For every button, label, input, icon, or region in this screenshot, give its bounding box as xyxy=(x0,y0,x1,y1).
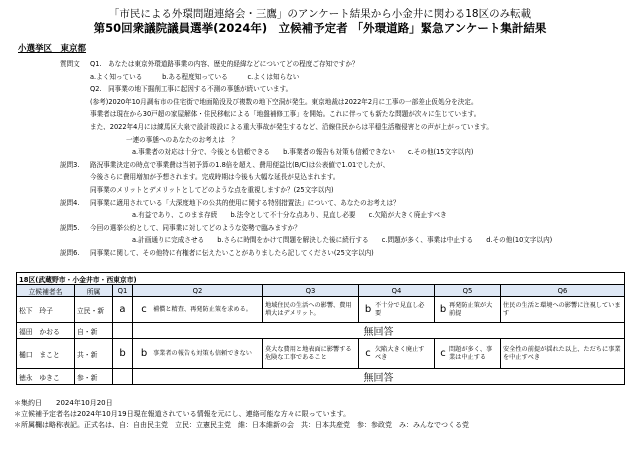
question-line: 同事業に適用されている「大深度地下の公共的使用に関する特別措置法」について、あなたのお考えは？ xyxy=(90,198,400,207)
answer-q4-letter: c xyxy=(365,347,371,359)
question-label: 質問文 xyxy=(60,60,80,68)
header-q1: Q1 xyxy=(113,285,133,297)
candidate-party: 参・新 xyxy=(75,369,113,385)
footer-note: ＊立候補予定者名は2024年10月19日現在報道されている情報を元にし、連絡可能な方々に限っています。 xyxy=(14,410,351,418)
question-line: Q2. 同事業の地下掘削工事に起因する不測の事態が続いています。 xyxy=(90,85,293,94)
header-q5: Q5 xyxy=(435,285,501,297)
answer-q1: a xyxy=(113,297,133,323)
question-line: 同事業に関して、その他特に有権者に伝えたいことがありましたら記してください(25文字以内) xyxy=(90,249,374,257)
candidate-party: 自・新 xyxy=(75,323,113,339)
question-line: (参考)2020年10月調布市の住宅街で地面陥没及び複数の地下空洞が発生。東京地裁は2022年2月に工事の一部差止仮処分を決定。 xyxy=(90,97,478,106)
question-label: 説問3. xyxy=(60,160,80,169)
no-answer: 無回答 xyxy=(133,323,625,339)
header-party: 所属 xyxy=(75,285,113,297)
answer-q5-letter: b xyxy=(439,303,447,315)
question-label: 説問4. xyxy=(60,198,80,207)
district-label: 小選挙区 東京都 xyxy=(18,44,87,54)
candidate-party: 共・新 xyxy=(75,339,113,369)
answer-q6: 住民の生活と環境への影響に注視しています xyxy=(501,297,625,323)
table-row xyxy=(17,297,625,323)
question-line: a.有益であり、このまま存続 b.法令として不十分な点あり、見直し必要 c.欠陥が大きく廃止すべき xyxy=(132,211,447,220)
candidate-name: 福田 かおる xyxy=(17,323,75,339)
answer-q2: 事業者の報告も対策も信頼できない xyxy=(153,350,252,357)
table-row xyxy=(17,369,625,385)
answer-q6: 安全性の前提が揺れた以上、ただちに事業を中止すべき xyxy=(501,339,625,369)
answer-q3: 地域住民の生活への影響、費用増大はデメリット。 xyxy=(263,297,359,323)
district-title: 18区(武蔵野市・小金井市・西東京市) xyxy=(17,273,625,285)
answer-q5-letter: c xyxy=(440,347,446,359)
header-q3: Q3 xyxy=(263,285,359,297)
answer-q4: 不十分で見直し必要 xyxy=(375,301,425,317)
question-line: a.よく知っている b.ある程度知っている c.よくは知らない xyxy=(90,72,300,81)
table-title-row xyxy=(17,273,625,285)
question-line: 事業者は現在から30戸超の家屋解体・住民移転による「地盤補修工事」を開始。これに伴っても新たな問題が次々に生じています。 xyxy=(90,110,481,119)
answer-q4-letter: b xyxy=(364,303,372,315)
answer-q2: 補償と精査、再発防止策を求める。 xyxy=(153,306,252,313)
question-line: 路況事業決定の時点で事業費は当初予算の1.8倍を超え、費用便益比(B/C)は公表値で1.01でしたが、 xyxy=(90,160,390,169)
answer-q2-letter: c xyxy=(141,304,147,315)
results-table xyxy=(16,272,625,385)
question-label: 説問6. xyxy=(60,249,80,257)
question-line: 今回の選挙公約として、同事業に対してどのような姿勢で臨みますか？ xyxy=(90,223,301,232)
answer-q1: b xyxy=(113,339,133,369)
candidate-name: 徳永 ゆきこ xyxy=(17,369,75,385)
header-q6: Q6 xyxy=(501,285,625,297)
footer-parties: ＊所属欄は略称表記。正式名は、自：自由民主党 立民：立憲民主党 維：日本維新の会 共：日本共産党 参：参政党 み：みんなでつくる党 xyxy=(14,421,469,429)
question-line: 今後さらに費用増加が予想されます。完成時期は今後も大幅な延長が見込まれます。 xyxy=(90,173,340,182)
question-line: 同事業のメリットとデメリットとしてどのような点を重視しますか？(25文字以内) xyxy=(90,186,334,194)
header-q4: Q4 xyxy=(359,285,435,297)
question-line: a.計画通りに完成させる b.さらに時間をかけて問題を解決した後に続行する c.問題が多く、事業は中止する d.その他(10文字以内) xyxy=(132,236,553,245)
answer-q5: 再発防止策が大前提 xyxy=(449,301,493,317)
header-q2: Q2 xyxy=(133,285,263,297)
question-label: 説問5. xyxy=(60,223,80,232)
table-row xyxy=(17,323,625,339)
footer-date: ＊集約日 2024年10月20日 xyxy=(14,399,113,407)
header-line-1: 「市民による外環問題連絡会・三鷹」のアンケート結果から小金井に関わる18区のみ転載 xyxy=(108,8,532,20)
header-title: 第50回衆議院議員選挙(2024年) 立候補予定者 「外環道路」緊急アンケート集計結果 xyxy=(93,21,547,35)
question-line: a.事業者の対応は十分で、今後とも信頼できる b.事業者の報告も対策も信頼できない c.その他(15文字以内) xyxy=(132,148,474,157)
header-name: 立候補者名 xyxy=(17,285,75,297)
table-header-row xyxy=(17,285,625,297)
candidate-party: 立民・新 xyxy=(75,297,113,323)
question-line: Q1. あなたは東京外環道路事業の内容、歴史的経緯などについてどの程度ご存知ですか？ xyxy=(90,60,359,68)
answer-q4: 欠陥大きく廃止すべき xyxy=(375,345,425,361)
table-row xyxy=(17,339,625,369)
answer-q3: 莫大な費用と地表面に影響する危険な工事であること xyxy=(263,339,359,369)
candidate-name: 樋口 まこと xyxy=(17,339,75,369)
answer-q5: 問題が多く、事業は中止する xyxy=(449,345,493,361)
question-line: 一連の事態へのあなたのお考えは ？ xyxy=(126,135,239,144)
candidate-name: 松下 玲子 xyxy=(17,297,75,323)
no-answer: 無回答 xyxy=(133,369,625,385)
answer-q2-letter: b xyxy=(140,348,148,359)
question-line: また、2022年4月には練馬区大泉で設計竣設による重大事故が発生するなど、沿線住民からは平穏生活権侵害との声が上がっています。 xyxy=(90,123,493,131)
